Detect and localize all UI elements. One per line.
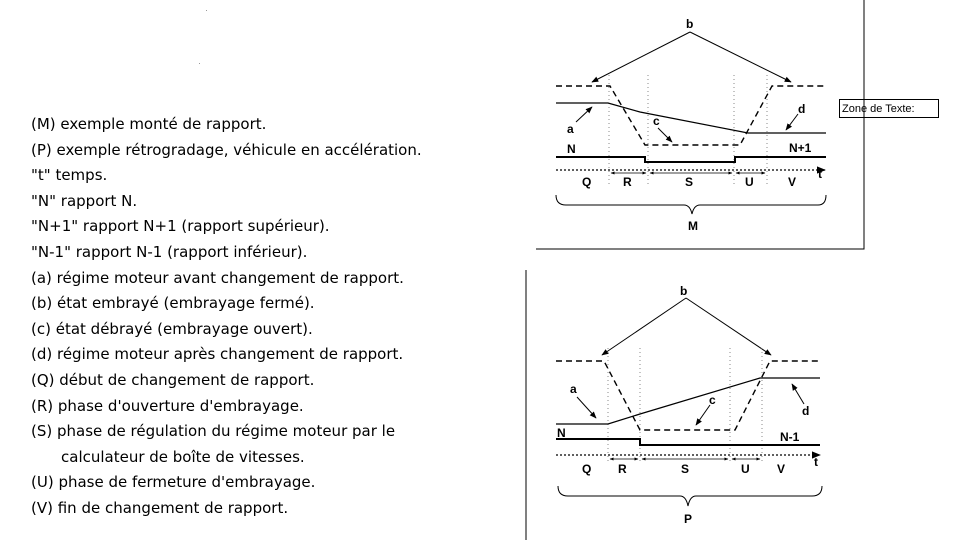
pointer-b-right xyxy=(686,298,771,355)
legend-item: (a) régime moteur avant changement de rapport. xyxy=(31,268,404,287)
legend-item: (c) état débrayé (embrayage ouvert). xyxy=(31,319,313,338)
legend-item: (U) phase de fermeture d'embrayage. xyxy=(31,473,316,492)
pointer-c xyxy=(696,405,710,425)
label-d: d xyxy=(802,404,810,418)
legend-item: (Q) début de changement de rapport. xyxy=(31,370,315,389)
legend-item: "t" temps. xyxy=(31,166,108,185)
phase-label: U xyxy=(741,462,750,476)
clutch-state-curve xyxy=(556,86,826,145)
label-b: b xyxy=(686,17,694,31)
phase-label: R xyxy=(623,175,632,189)
legend-item: (R) phase d'ouverture d'embrayage. xyxy=(31,396,304,415)
caption-m: M xyxy=(688,219,698,233)
legend-item: (P) exemple rétrogradage, véhicule en accélération. xyxy=(31,140,422,159)
legend-item: "N" rapport N. xyxy=(31,191,138,210)
gear-label-end: N-1 xyxy=(780,430,800,444)
pointer-d xyxy=(792,384,804,404)
phase-label: V xyxy=(788,175,797,189)
legend-item: (V) fin de changement de rapport. xyxy=(31,498,289,517)
caption-p: P xyxy=(684,512,693,526)
engine-speed-curve xyxy=(556,103,826,133)
phase-label: U xyxy=(745,175,754,189)
legend-item: (M) exemple monté de rapport. xyxy=(31,115,267,133)
pointer-a xyxy=(576,107,592,122)
label-a: a xyxy=(570,382,577,396)
pointer-d xyxy=(786,114,798,130)
label-t: t xyxy=(818,167,822,181)
gear-label-start: N xyxy=(567,142,576,156)
diagram-upshift xyxy=(536,0,864,249)
text-box-placeholder[interactable]: Zone de Texte: xyxy=(839,99,939,118)
gear-label-end: N+1 xyxy=(789,141,812,155)
label-c: c xyxy=(653,114,660,128)
label-c: c xyxy=(709,393,716,407)
legend-item: calculateur de boîte de vitesses. xyxy=(61,447,305,466)
pointer-b-left xyxy=(592,32,690,82)
label-t: t xyxy=(814,455,818,469)
label-a: a xyxy=(567,122,574,136)
phase-label: R xyxy=(618,462,627,476)
legend-item: (b) état embrayé (embrayage fermé). xyxy=(31,294,315,313)
legend-item: "N+1" rapport N+1 (rapport supérieur). xyxy=(31,217,330,236)
gear-step-line xyxy=(556,157,826,162)
phase-label: S xyxy=(685,175,694,189)
phase-brace xyxy=(556,195,826,214)
legend-item: "N-1" rapport N-1 (rapport inférieur). xyxy=(31,242,308,261)
phase-label: S xyxy=(681,462,690,476)
label-d: d xyxy=(798,102,806,116)
phase-label: Q xyxy=(582,175,592,189)
phase-label: V xyxy=(777,462,786,476)
diagram-downshift xyxy=(526,270,822,540)
pointer-c xyxy=(658,128,672,142)
legend-item: (d) régime moteur après changement de rapport. xyxy=(31,345,404,364)
gear-label-start: N xyxy=(557,426,566,440)
pointer-b-right xyxy=(690,32,791,82)
phase-label: Q xyxy=(582,462,592,476)
pointer-a xyxy=(577,397,596,418)
legend-item: (S) phase de régulation du régime moteur par le xyxy=(31,422,396,441)
label-b: b xyxy=(680,284,688,298)
clutch-state-curve xyxy=(556,361,820,430)
pointer-b-left xyxy=(602,298,686,355)
phase-brace xyxy=(558,486,822,506)
